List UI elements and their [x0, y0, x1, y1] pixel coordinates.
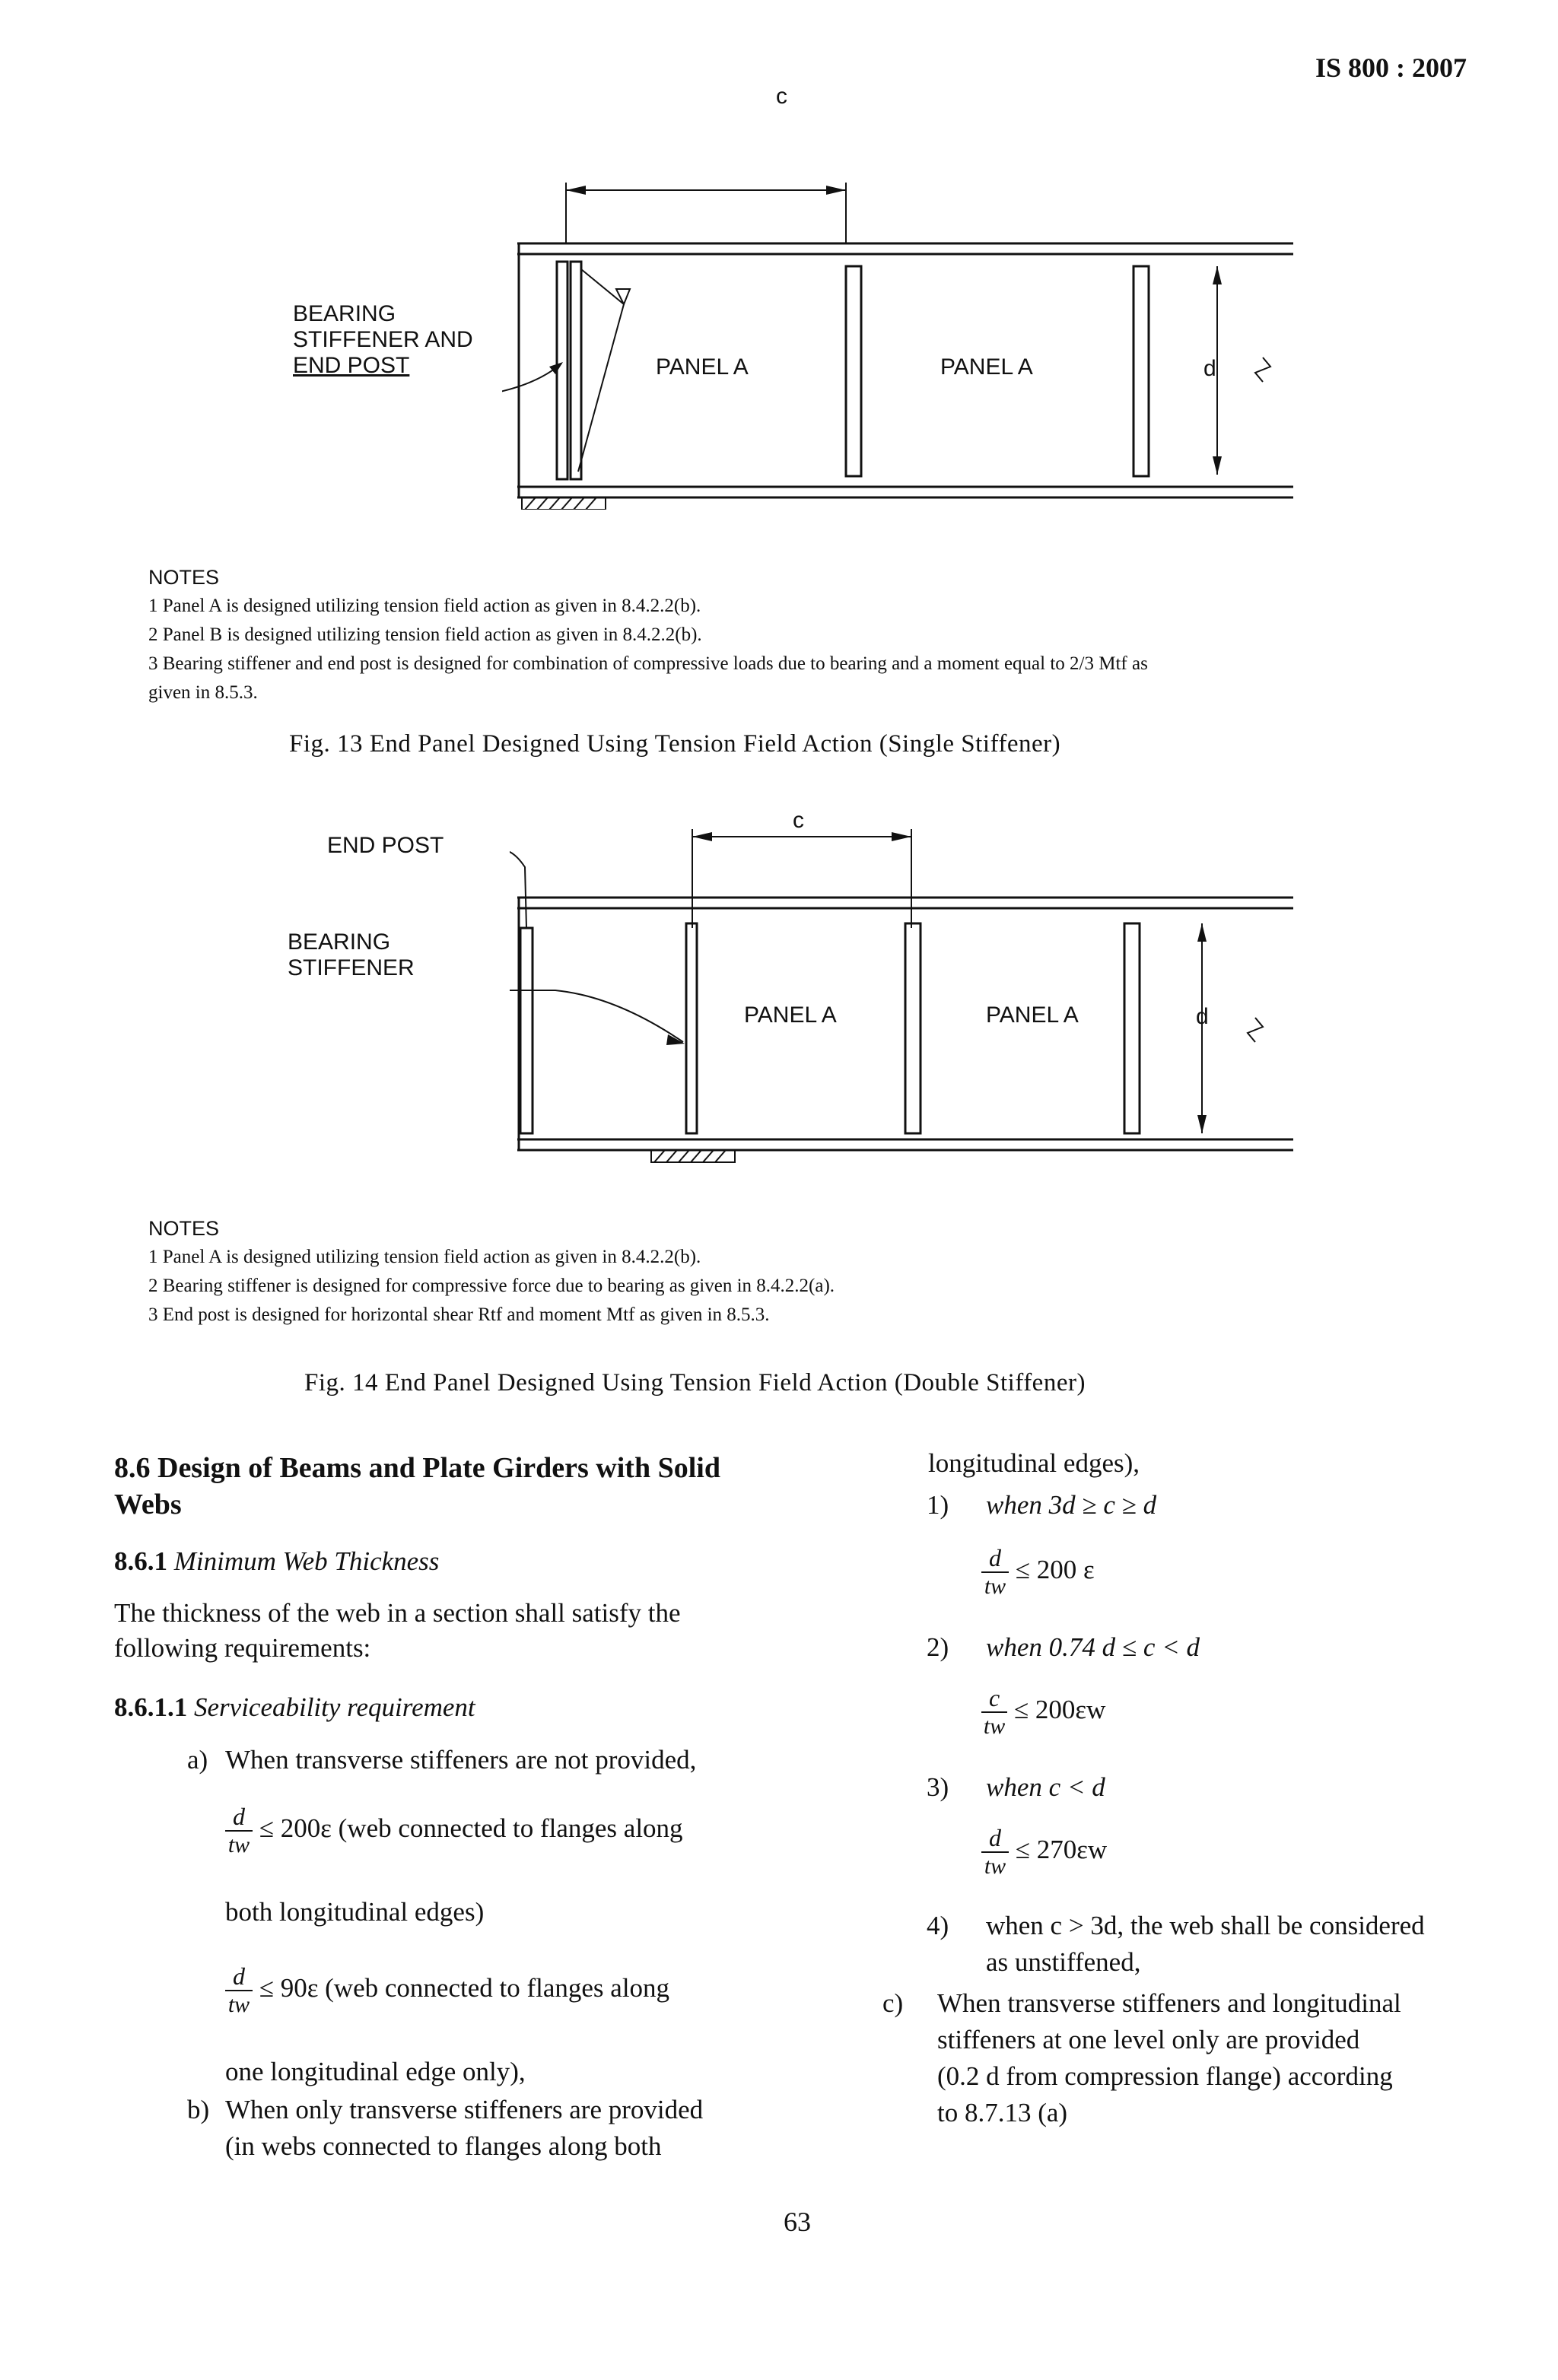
case-2-eq: $\frac{c}{tw}$ ≤ 200εw — [981, 1684, 1105, 1740]
subsubsection-heading: 8.6.1.1 Serviceability requirement — [114, 1692, 475, 1722]
page-number: 63 — [784, 2207, 811, 2237]
item-c-text: When transverse stiffeners and longitudinal stiffeners at one level only are provided (0.2 d from compression flange) according to 8.7.13 (a) — [937, 1988, 1401, 2127]
case-3-eq: $\frac{d}{tw}$ ≤ 270εw — [981, 1824, 1107, 1880]
intro-paragraph: The thickness of the web in a section shall satisfy the following requirements: — [114, 1598, 681, 1663]
item-b-label: b) — [187, 2095, 210, 2124]
eq1: $\frac{d}{tw}$ ≤ 200ε (web connected to flanges along — [225, 1803, 683, 1859]
fig13-panel-a-2: PANEL A — [940, 354, 1033, 380]
case-3-text: when c < d — [986, 1772, 1105, 1802]
case-1-text: when 3d ≥ c ≥ d — [986, 1490, 1157, 1520]
fig13-bearing-label: BEARING STIFFENER AND END POST — [293, 301, 473, 378]
case-4-label: 4) — [927, 1911, 949, 1940]
fig13-note-3-cont: given in 8.5.3. — [148, 682, 258, 703]
eq2: $\frac{d}{tw}$ ≤ 90ε (web connected to flanges along — [225, 1962, 669, 2019]
fig13-panel-a-1: PANEL A — [656, 354, 749, 380]
fig14-dim-c: c — [793, 808, 804, 833]
fig14-dim-d: d — [1196, 1004, 1209, 1029]
fig13-note-2: 2 Panel B is designed utilizing tension field action as given in 8.4.2.2(b). — [148, 624, 702, 645]
fig13-dim-d: d — [1203, 356, 1216, 381]
section-title: 8.6 Design of Beams and Plate Girders with Solid Webs — [114, 1452, 720, 1520]
standard-header: IS 800 : 2007 — [1315, 52, 1467, 83]
fig13-diagram — [502, 167, 1301, 510]
fig14-note-3: 3 End post is designed for horizontal shear Rtf and moment Mtf as given in 8.5.3. — [148, 1304, 770, 1325]
fig13-note-1: 1 Panel A is designed utilizing tension field action as given in 8.4.2.2(b). — [148, 596, 701, 616]
eq2-continuation: one longitudinal edge only), — [225, 2057, 526, 2086]
fig14-bearing-label: BEARING STIFFENER — [288, 929, 415, 980]
fig13-caption: Fig. 13 End Panel Designed Using Tension Field Action (Single Stiffener) — [289, 730, 1061, 758]
case-2-text: when 0.74 d ≤ c < d — [986, 1632, 1200, 1662]
case-4-text: when c > 3d, the web shall be considered as unstiffened, — [986, 1911, 1425, 1977]
eq1-continuation: both longitudinal edges) — [225, 1897, 485, 1927]
fig14-diagram — [510, 814, 1301, 1179]
fig14-note-1: 1 Panel A is designed utilizing tension field action as given in 8.4.2.2(b). — [148, 1247, 701, 1267]
fig14-panel-a-1: PANEL A — [744, 1003, 837, 1028]
fig14-end-post-label: END POST — [327, 833, 444, 858]
case-2-label: 2) — [927, 1632, 949, 1662]
item-a-label: a) — [187, 1745, 208, 1775]
fig13-note-3: 3 Bearing stiffener and end post is designed for combination of compressive loads due to bearing and a moment equal to 2/3 Mtf as — [148, 653, 1148, 674]
fig14-caption: Fig. 14 End Panel Designed Using Tension Field Action (Double Stiffener) — [304, 1369, 1086, 1397]
item-c-label: c) — [882, 1988, 904, 2018]
fig14-note-2: 2 Bearing stiffener is designed for compressive force due to bearing as given in 8.4.2.2(a). — [148, 1276, 835, 1296]
fig13-dim-c: c — [776, 84, 787, 109]
case-1-label: 1) — [927, 1490, 949, 1520]
fig13-notes — [148, 563, 1148, 707]
right-continuation: longitudinal edges), — [928, 1448, 1140, 1478]
fig14-notes — [148, 1214, 835, 1330]
item-b-text: When only transverse stiffeners are provided (in webs connected to flanges along both — [225, 2095, 704, 2161]
fig14-panel-a-2: PANEL A — [986, 1003, 1079, 1028]
subsection-heading: 8.6.1 Minimum Web Thickness — [114, 1546, 440, 1576]
case-3-label: 3) — [927, 1772, 949, 1802]
fig14-notes-title: NOTES — [148, 1217, 220, 1240]
fig13-notes-title: NOTES — [148, 566, 220, 589]
case-1-eq: $\frac{d}{tw}$ ≤ 200 ε — [981, 1544, 1095, 1600]
item-a-text: When transverse stiffeners are not provided, — [225, 1745, 697, 1775]
